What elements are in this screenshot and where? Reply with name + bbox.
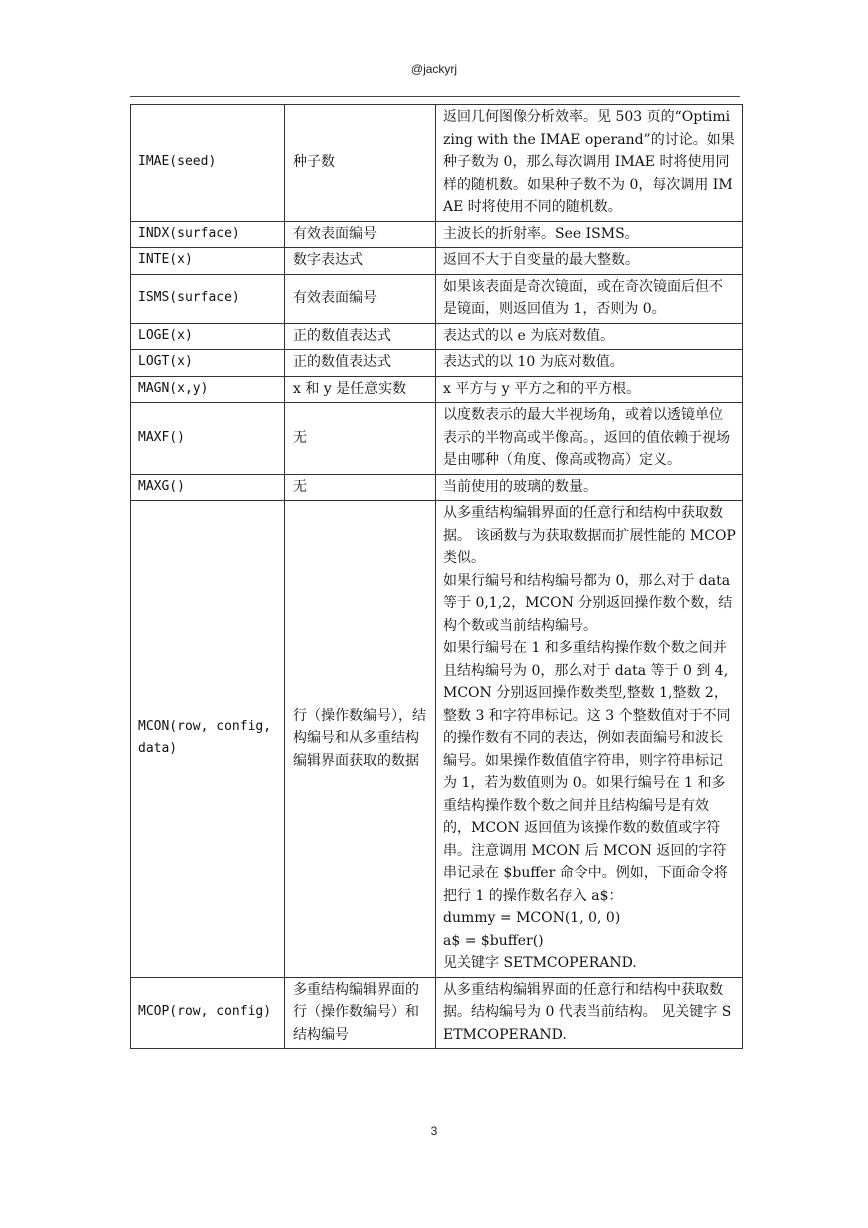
page-header-author: @jackyrj <box>410 62 458 76</box>
table-row <box>131 221 743 248</box>
description-cell <box>436 977 743 1049</box>
table-row <box>131 376 743 403</box>
function-name-cell: INDX(surface) <box>131 221 285 248</box>
argument-cell: 无 <box>285 474 436 501</box>
description-cell <box>436 501 743 978</box>
description-paragraph: a$ = $buffer() <box>443 932 544 949</box>
table-row <box>131 403 743 475</box>
argument-cell: 正的数值表达式 <box>285 323 436 350</box>
function-name-cell: INTE(x) <box>131 248 285 275</box>
function-name-cell: ISMS(surface) <box>131 274 285 323</box>
argument-cell: 多重结构编辑界面的行（操作数编号）和结构编号 <box>285 977 436 1049</box>
description-paragraph: dummy = MCON(1, 0, 0) <box>443 910 621 926</box>
function-name-cell: MCON(row, config, data) <box>131 501 285 978</box>
description-cell <box>436 474 743 501</box>
description-cell <box>436 274 743 323</box>
description-paragraph: 返回几何图像分析效率。见 503 页的“Optimizing with the IMAE operand”的讨论。如果种子数为 0，那么每次调用 IMAE 时将使用同样的随机数。如果种子数不为 0，每次调用 IMAE 时将使用不同的随机数。 <box>443 109 735 215</box>
description-paragraph: 返回不大于自变量的最大整数。 <box>443 252 639 268</box>
description-paragraph: 如果该表面是奇次镜面，或在奇次镜面后但不是镜面，则返回值为 1，否则为 0。 <box>443 278 723 317</box>
function-name-cell: LOGE(x) <box>131 323 285 350</box>
description-paragraph: x 平方与 y 平方之和的平方根。 <box>443 380 641 397</box>
function-name-cell: MAGN(x,y) <box>131 376 285 403</box>
table-row <box>131 977 743 1049</box>
description-paragraph: 表达式的以 10 为底对数值。 <box>443 354 624 370</box>
argument-cell: 行（操作数编号），结构编号和从多重结构编辑界面获取的数据 <box>285 501 436 978</box>
description-paragraph: 如果行编号在 1 和多重结构操作数个数之间并且结构编号为 0，那么对于 data 等于 0 到 4,MCON 分别返回操作数类型,整数 1,整数 2，整数 3 和字符串标记。这 3 个整数值对于不同的操作数有不同的表达，例如表面编号和波长编号。如果操作数值值字符串，则字符串标记为 1，若为数值则为 0。如果行编号在 1 和多重结构操作数个数之间并且结构编号是有效的，MCON 返回值为该操作数的数值或字符串。注意调用 MCON 后 MCON 返回的字符串记录在 $buffer 命令中。例如，下面命令将把行 1 的操作数名存入 a$： <box>443 640 731 904</box>
description-cell <box>436 323 743 350</box>
description-paragraph: 见关键字 SETMCOPERAND. <box>443 955 637 971</box>
table-row <box>131 274 743 323</box>
table-row <box>131 350 743 377</box>
description-cell <box>436 105 743 222</box>
argument-cell: 数字表达式 <box>285 248 436 275</box>
argument-cell: 有效表面编号 <box>285 274 436 323</box>
description-cell <box>436 403 743 475</box>
argument-cell: x 和 y 是任意实数 <box>285 376 436 403</box>
description-paragraph: 表达式的以 e 为底对数值。 <box>443 327 615 344</box>
description-paragraph: 主波长的折射率。See ISMS。 <box>443 225 639 242</box>
table-row <box>131 323 743 350</box>
description-cell <box>436 248 743 275</box>
function-name-cell: IMAE(seed) <box>131 105 285 222</box>
description-cell <box>436 376 743 403</box>
table-row <box>131 105 743 222</box>
header-rule <box>130 96 740 97</box>
argument-cell: 有效表面编号 <box>285 221 436 248</box>
function-name-cell: MCOP(row, config) <box>131 977 285 1049</box>
function-table-body <box>131 105 743 1049</box>
argument-cell: 无 <box>285 403 436 475</box>
table-row <box>131 501 743 978</box>
function-table <box>130 104 743 1049</box>
function-name-cell: MAXG() <box>131 474 285 501</box>
function-name-cell: MAXF() <box>131 403 285 475</box>
description-paragraph: 以度数表示的最大半视场角，或着以透镜单位表示的半物高或半像高。，返回的值依赖于视场是由哪种（角度、像高或物高）定义。 <box>443 407 730 468</box>
table-row <box>131 248 743 275</box>
function-name-cell: LOGT(x) <box>131 350 285 377</box>
description-paragraph: 当前使用的玻璃的数量。 <box>443 478 597 495</box>
argument-cell: 种子数 <box>285 105 436 222</box>
description-cell <box>436 350 743 377</box>
description-paragraph: 从多重结构编辑界面的任意行和结构中获取数据。 该函数与为获取数据而扩展性能的 MCOP 类似。 <box>443 505 736 566</box>
argument-cell: 正的数值表达式 <box>285 350 436 377</box>
table-row <box>131 474 743 501</box>
description-cell <box>436 221 743 248</box>
page-number: 3 <box>430 1124 438 1138</box>
description-paragraph: 从多重结构编辑界面的任意行和结构中获取数据。结构编号为 0 代表当前结构。 见关键字 SETMCOPERAND. <box>443 981 732 1043</box>
description-paragraph: 如果行编号和结构编号都为 0，那么对于 data 等于 0,1,2，MCON 分别返回操作数个数，结构个数或当前结构编号。 <box>443 572 733 634</box>
